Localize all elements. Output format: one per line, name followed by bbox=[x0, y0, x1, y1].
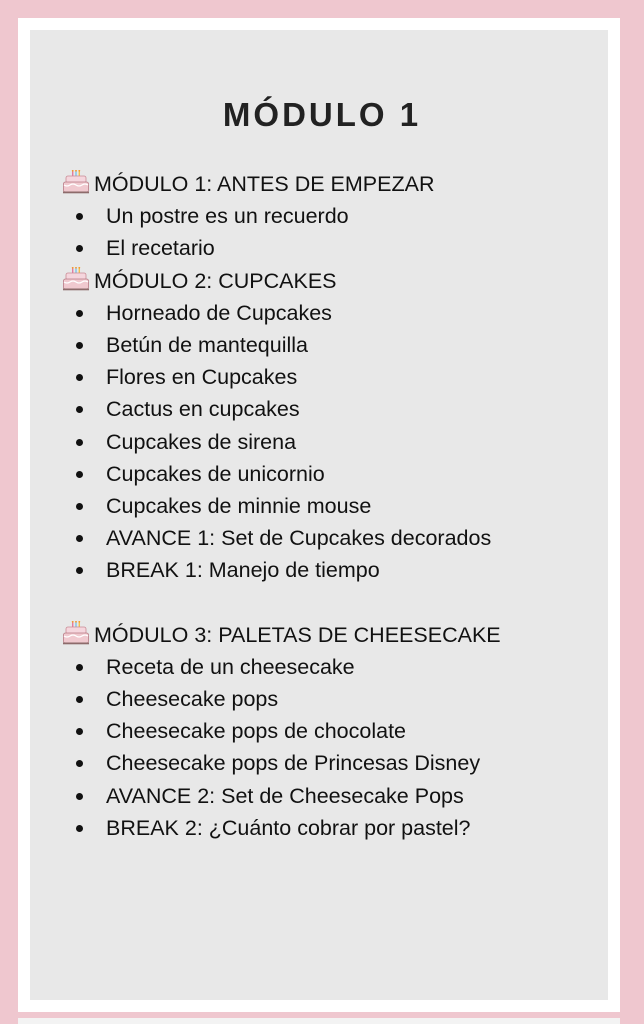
bullet-icon bbox=[76, 406, 83, 413]
list-item: Betún de mantequilla bbox=[62, 329, 602, 361]
list-item: Receta de un cheesecake bbox=[62, 651, 602, 683]
module-label: MÓDULO 3: PALETAS DE CHEESECAKE bbox=[94, 622, 501, 647]
bullet-icon bbox=[76, 213, 83, 220]
bullet-icon bbox=[76, 760, 83, 767]
bullet-icon bbox=[76, 728, 83, 735]
list-item: BREAK 1: Manejo de tiempo bbox=[62, 554, 602, 586]
list-item: Cactus en cupcakes bbox=[62, 393, 602, 425]
module-list bbox=[62, 168, 602, 844]
list-item: Cupcakes de unicornio bbox=[62, 458, 602, 490]
list-item: Cupcakes de sirena bbox=[62, 426, 602, 458]
bullet-icon bbox=[76, 535, 83, 542]
list-item: AVANCE 1: Set de Cupcakes decorados bbox=[62, 522, 602, 554]
bullet-icon bbox=[76, 342, 83, 349]
bullet-icon bbox=[76, 825, 83, 832]
bullet-icon bbox=[76, 439, 83, 446]
bullet-icon bbox=[76, 471, 83, 478]
list-item: Un postre es un recuerdo bbox=[62, 200, 602, 232]
list-item: Flores en Cupcakes bbox=[62, 361, 602, 393]
bullet-icon bbox=[76, 245, 83, 252]
list-item: Cheesecake pops de Princesas Disney bbox=[62, 747, 602, 779]
next-page-strip bbox=[18, 1018, 620, 1024]
page-title: MÓDULO 1 bbox=[222, 96, 422, 133]
list-item: El recetario bbox=[62, 232, 602, 264]
module-label: MÓDULO 1: ANTES DE EMPEZAR bbox=[94, 172, 435, 196]
list-item: Cupcakes de minnie mouse bbox=[62, 490, 602, 522]
bullet-icon bbox=[76, 696, 83, 703]
list-item: Horneado de Cupcakes bbox=[62, 297, 602, 329]
module-heading bbox=[62, 168, 602, 200]
birthday-cake-icon bbox=[62, 170, 90, 194]
bullet-icon bbox=[76, 503, 83, 510]
bullet-icon bbox=[76, 567, 83, 574]
birthday-cake-icon bbox=[62, 267, 90, 291]
list-item: AVANCE 2: Set de Cheesecake Pops bbox=[62, 780, 602, 812]
spacer bbox=[62, 586, 602, 618]
birthday-cake-icon bbox=[62, 621, 90, 645]
list-item: BREAK 2: ¿Cuánto cobrar por pastel? bbox=[62, 812, 602, 844]
list-item: Cheesecake pops bbox=[62, 683, 602, 715]
bullet-icon bbox=[76, 793, 83, 800]
module-heading bbox=[62, 619, 602, 651]
list-item: Cheesecake pops de chocolate bbox=[62, 715, 602, 747]
bullet-icon bbox=[76, 664, 83, 671]
bullet-icon bbox=[76, 374, 83, 381]
bullet-icon bbox=[76, 310, 83, 317]
module-heading bbox=[62, 265, 602, 297]
module-label: MÓDULO 2: CUPCAKES bbox=[94, 268, 337, 293]
